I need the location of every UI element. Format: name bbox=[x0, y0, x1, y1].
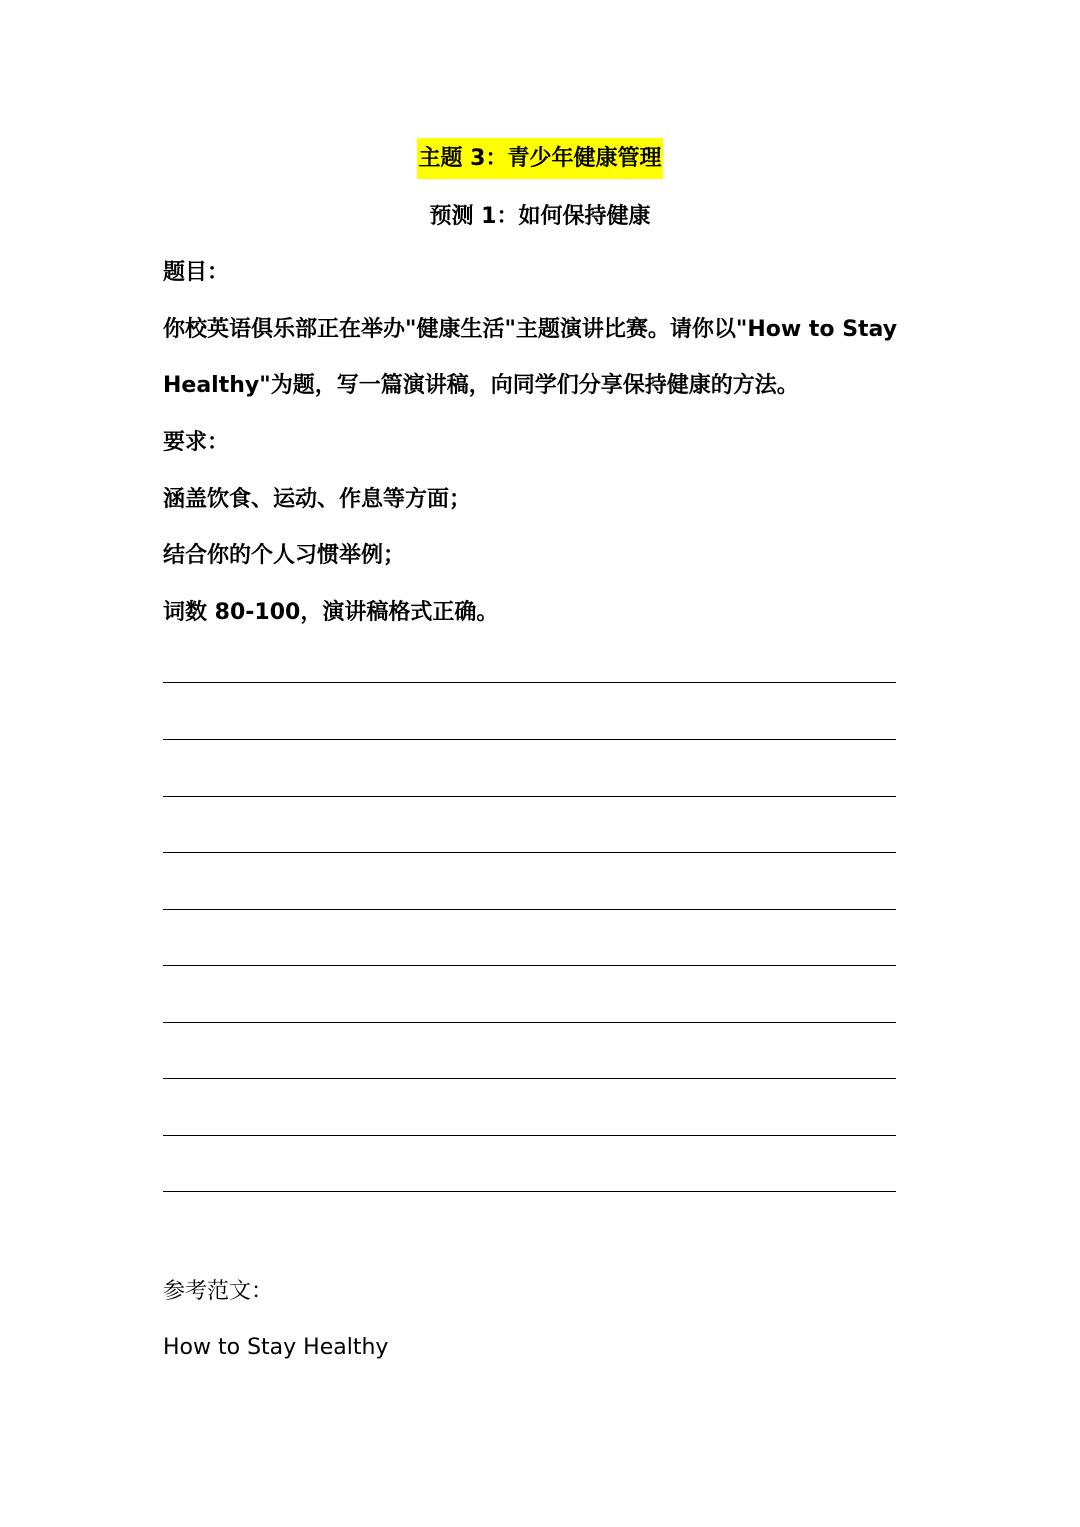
answer-line[interactable] bbox=[163, 1191, 896, 1192]
requirement-item: 涵盖饮食、运动、作息等方面； bbox=[163, 487, 472, 512]
topic-title: 主题 3：青少年健康管理 bbox=[417, 138, 664, 179]
answer-line[interactable] bbox=[163, 852, 896, 853]
requirement-item: 结合你的个人习惯举例； bbox=[163, 543, 406, 568]
forecast-title: 预测 1：如何保持健康 bbox=[429, 204, 651, 229]
answer-line[interactable] bbox=[163, 1022, 896, 1023]
answer-line[interactable] bbox=[163, 965, 896, 966]
requirements-label: 要求： bbox=[163, 430, 230, 455]
topic-title-line bbox=[0, 144, 1080, 174]
prompt-line-1: 你校英语俱乐部正在举办"健康生活"主题演讲比赛。请你以"How to Stay bbox=[163, 317, 898, 342]
requirement-item: 词数 80-100，演讲稿格式正确。 bbox=[163, 600, 499, 625]
question-label: 题目： bbox=[163, 260, 230, 285]
answer-line[interactable] bbox=[163, 909, 896, 910]
answer-line[interactable] bbox=[163, 682, 896, 683]
prompt-line-2: Healthy"为题，写一篇演讲稿，向同学们分享保持健康的方法。 bbox=[163, 373, 799, 398]
reference-label: 参考范文： bbox=[163, 1279, 274, 1304]
answer-line[interactable] bbox=[163, 796, 896, 797]
reference-title: How to Stay Healthy bbox=[163, 1335, 389, 1360]
answer-line[interactable] bbox=[163, 739, 896, 740]
answer-line[interactable] bbox=[163, 1078, 896, 1079]
answer-line[interactable] bbox=[163, 1135, 896, 1136]
